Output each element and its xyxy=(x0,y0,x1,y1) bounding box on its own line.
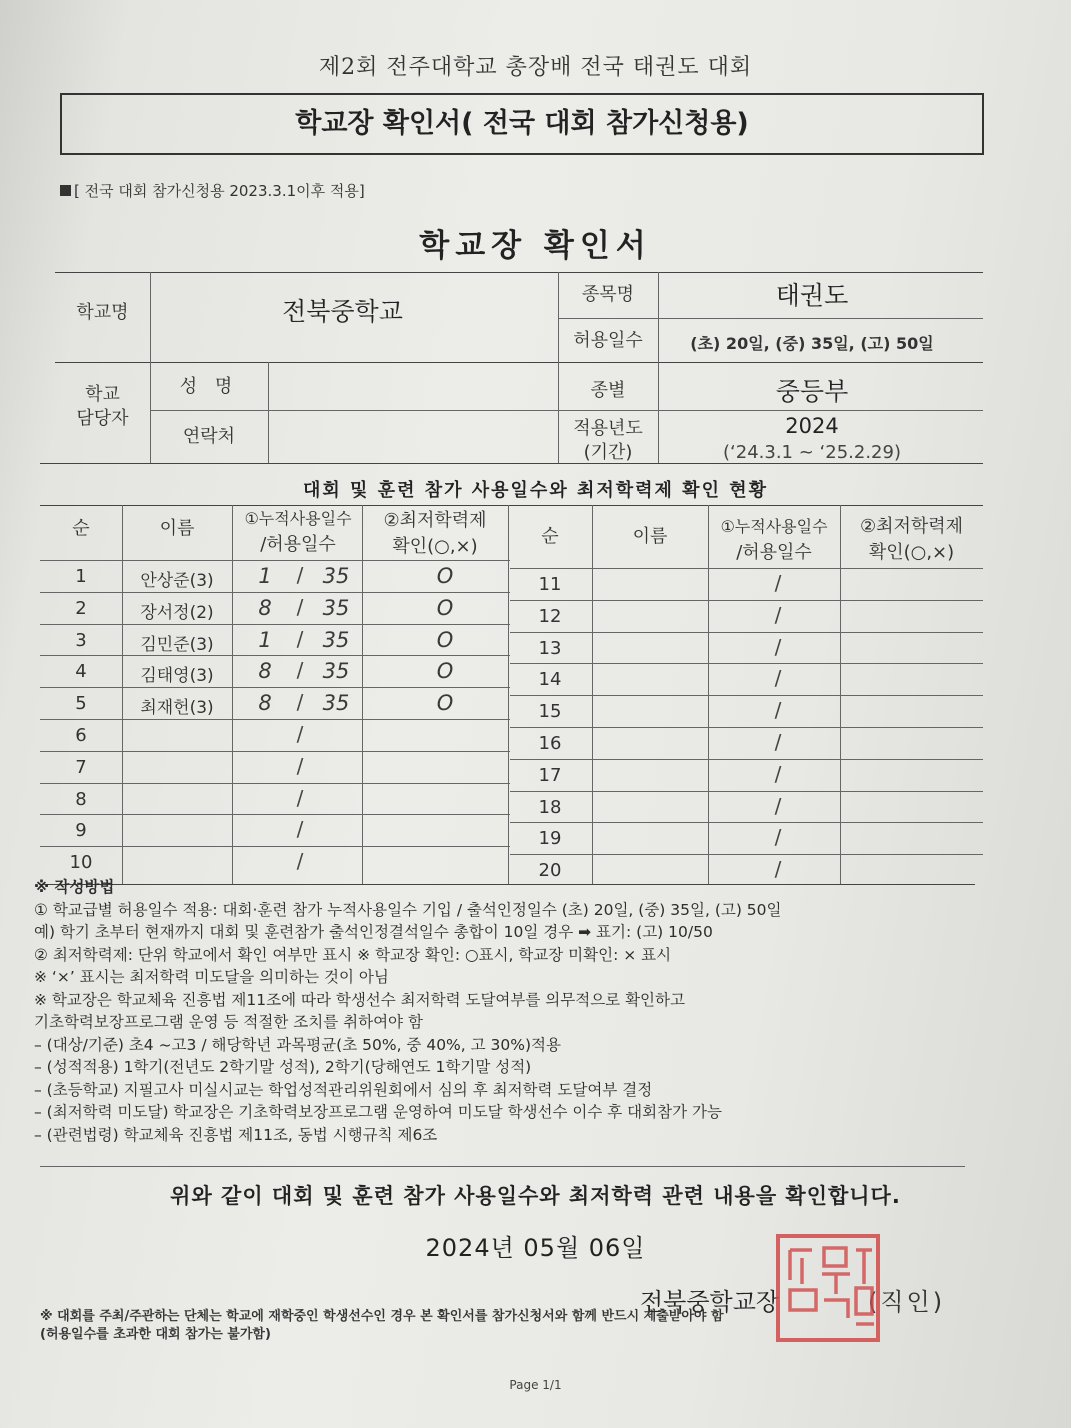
applicability-note xyxy=(60,180,365,201)
footnote-line-1: ※ 대회를 주최/주관하는 단체는 학교에 재학중인 학생선수인 경우 본 확인서를 참가신청서와 함께 반드시 제출받아야 함 xyxy=(40,1309,724,1324)
days-slash: / xyxy=(774,730,782,754)
row-divider xyxy=(510,854,983,855)
days-slash: / xyxy=(296,690,304,715)
academic-check: O xyxy=(436,595,454,620)
row-divider xyxy=(510,600,983,601)
row-divider xyxy=(40,751,510,752)
school-name-label: 학교명 xyxy=(76,302,129,323)
sport-value: 태권도 xyxy=(775,281,849,310)
days-slash: / xyxy=(296,563,304,587)
footnote-line-2: (허용일수를 초과한 대회 참가는 불가함) xyxy=(40,1327,271,1342)
row-number: 16 xyxy=(538,733,562,754)
allowed-days: 35 xyxy=(322,595,350,620)
row-divider xyxy=(40,687,510,688)
days-slash: / xyxy=(296,626,304,651)
allowed-days-value: (초) 20일, (중) 35일, (고) 50일 xyxy=(690,334,934,353)
row-divider xyxy=(40,655,510,656)
issue-date: 2024년 05월 06일 xyxy=(425,1234,646,1262)
days-slash: / xyxy=(296,658,304,683)
row-divider xyxy=(40,846,510,847)
row-number: 3 xyxy=(75,629,87,651)
days-slash: / xyxy=(774,602,782,627)
header-check-sub-left: 확인(○,×) xyxy=(392,536,478,557)
used-days: 8 xyxy=(258,595,272,620)
row-divider xyxy=(510,759,983,760)
year-value: 2024 xyxy=(785,414,839,438)
row-number: 9 xyxy=(75,820,87,842)
row-divider xyxy=(510,791,983,792)
footnote xyxy=(40,1308,724,1344)
academic-check: O xyxy=(436,564,454,588)
allowed-days: 35 xyxy=(322,627,350,652)
row-divider xyxy=(40,814,510,815)
row-number: 5 xyxy=(75,693,87,715)
seal-label: (직인) xyxy=(868,1288,946,1316)
row-divider xyxy=(510,663,983,664)
allowed-days: 35 xyxy=(322,659,350,684)
header-days-left: ①누적사용일수 xyxy=(244,509,352,528)
row-number: 4 xyxy=(75,661,87,683)
row-number: 12 xyxy=(538,605,562,627)
principal-signature: 전북중학교장 xyxy=(640,1288,780,1316)
instruction-line: ※ 학교장은 학교체육 진흥법 제11조에 따라 학생선수 최저학력 도달여부를 의무적으로 확인하고 xyxy=(34,990,685,1009)
event-title: 제2회 전주대학교 총장배 전국 태권도 대회 xyxy=(318,55,753,80)
period-label: (기간) xyxy=(583,442,633,463)
school-manager-label: 학교 담당자 xyxy=(76,384,129,429)
row-number: 18 xyxy=(538,796,562,818)
year-label: 적용년도 xyxy=(573,418,643,439)
instruction-line: – (대상/기준) 초4 ~고3 / 해당학년 과목평균(초 50%, 중 40%, 고 30%)적용 xyxy=(34,1035,561,1054)
instruction-line: – (관련법령) 학교체육 진흥법 제11조, 동법 시행규칙 제6조 xyxy=(34,1125,438,1144)
row-divider xyxy=(510,695,983,696)
used-days: 8 xyxy=(258,691,272,716)
athlete-name: 장서정(2) xyxy=(140,602,214,623)
allowed-days-label: 허용일수 xyxy=(573,330,643,351)
row-number: 15 xyxy=(538,701,562,723)
row-number: 8 xyxy=(75,788,87,810)
days-slash: / xyxy=(774,793,782,818)
form-title-box: 학교장 확인서( 전국 대회 참가신청용) xyxy=(60,93,984,155)
instruction-line: ※ ‘×’ 표시는 최저학력 미도달을 의미하는 것이 아님 xyxy=(34,968,389,986)
header-check-sub-right: 확인(○,×) xyxy=(868,542,955,563)
used-days: 1 xyxy=(258,564,272,588)
used-days: 8 xyxy=(258,659,272,684)
header-allowed-right: /허용일수 xyxy=(736,542,812,563)
used-days: 1 xyxy=(258,627,272,652)
days-slash: / xyxy=(296,753,304,778)
header-check-left: ②최저학력제 xyxy=(383,510,487,531)
instruction-line: 예) 학기 초부터 현재까지 대회 및 훈련참가 출석인정결석일수 총합이 10일 경우 ➡ 표기: (고) 10/50 xyxy=(34,923,713,941)
row-number: 17 xyxy=(538,764,562,786)
row-number: 2 xyxy=(75,597,87,619)
days-slash: / xyxy=(774,857,782,882)
days-slash: / xyxy=(296,594,304,619)
row-number: 7 xyxy=(75,756,87,778)
row-number: 10 xyxy=(69,852,93,874)
square-bullet-icon xyxy=(60,185,71,196)
athlete-name: 안상준(3) xyxy=(140,571,214,591)
academic-check: O xyxy=(436,627,454,652)
days-slash: / xyxy=(774,825,782,850)
manager-contact-label: 연락처 xyxy=(182,426,236,447)
row-number: 19 xyxy=(538,828,562,850)
official-seal-icon xyxy=(772,1228,886,1348)
header-name-right: 이름 xyxy=(632,526,668,547)
header-days-right: ①누적사용일수 xyxy=(720,517,828,536)
school-name-value: 전북중학교 xyxy=(282,297,403,326)
row-divider xyxy=(510,632,983,633)
days-slash: / xyxy=(774,698,782,723)
instruction-line: – (성적적용) 1학기(전년도 2학기말 성적), 2학기(당해연도 1학기말 성적) xyxy=(34,1058,532,1076)
header-name-left: 이름 xyxy=(159,518,195,539)
sport-label: 종목명 xyxy=(581,284,635,305)
division-label: 종별 xyxy=(590,380,626,401)
athlete-name: 김민준(3) xyxy=(140,634,214,655)
row-number: 11 xyxy=(538,574,562,595)
allowed-days: 35 xyxy=(322,564,350,588)
instruction-line: – (초등학교) 지필고사 미실시교는 학업성적관리위원회에서 심의 후 최저학력 도달여부 결정 xyxy=(34,1080,653,1099)
header-check-right: ②최저학력제 xyxy=(859,516,964,537)
instruction-line: ② 최저학력제: 단위 학교에서 확인 여부만 표시 ※ 학교장 확인: ○표시, 학교장 미확인: × 표시 xyxy=(34,945,672,964)
days-slash: / xyxy=(774,666,782,691)
header-no-right: 순 xyxy=(541,526,559,547)
instruction-line: 기초학력보장프로그램 운영 등 적절한 조치를 취하여야 함 xyxy=(34,1013,423,1031)
division-value: 중등부 xyxy=(775,377,849,406)
days-slash: / xyxy=(296,817,304,842)
days-slash: / xyxy=(774,761,782,786)
row-divider xyxy=(40,719,510,720)
main-title: 학교장 확인서 xyxy=(419,228,652,264)
confirmation-statement: 위와 같이 대회 및 훈련 참가 사용일수와 최저학력 관련 내용을 확인합니다. xyxy=(170,1184,901,1208)
academic-check: O xyxy=(436,659,454,684)
page-number: Page 1/1 xyxy=(509,1378,562,1392)
row-divider xyxy=(40,783,510,784)
instructions-heading: ※ 작성방법 xyxy=(34,878,115,896)
row-divider xyxy=(40,624,510,625)
row-divider xyxy=(40,592,510,593)
days-slash: / xyxy=(774,634,782,659)
row-number: 20 xyxy=(538,860,562,882)
instruction-line: – (최저학력 미도달) 학교장은 기초학력보장프로그램 운영하여 미도달 학생선수 이수 후 대회참가 가능 xyxy=(34,1103,722,1121)
instructions xyxy=(34,876,994,1146)
academic-check: O xyxy=(436,691,454,716)
row-number: 14 xyxy=(538,669,562,691)
manager-name-label: 성 명 xyxy=(179,376,239,397)
athlete-name: 최재헌(3) xyxy=(140,698,214,719)
days-slash: / xyxy=(774,571,782,595)
header-allowed-left: /허용일수 xyxy=(260,534,336,555)
row-divider xyxy=(510,822,983,823)
days-slash: / xyxy=(296,722,304,746)
row-number: 1 xyxy=(75,566,87,587)
row-divider xyxy=(510,727,983,728)
applicability-note-text: [ 전국 대회 참가신청용 2023.3.1이후 적용] xyxy=(74,182,365,200)
header-no-left: 순 xyxy=(72,518,90,539)
allowed-days: 35 xyxy=(322,691,350,716)
section-title: 대회 및 훈련 참가 사용일수와 최저학력제 확인 현황 xyxy=(302,480,768,501)
row-number: 6 xyxy=(75,725,87,746)
row-number: 13 xyxy=(538,637,562,659)
athlete-name: 김태영(3) xyxy=(140,666,214,687)
days-slash: / xyxy=(296,785,304,810)
period-value: (‘24.3.1 ~ ‘25.2.29) xyxy=(723,442,901,463)
days-slash: / xyxy=(296,849,304,874)
instruction-line: ① 학교급별 허용일수 적용: 대회·훈련 참가 누적사용일수 기입 / 출석인정일수 (초) 20일, (중) 35일, (고) 50일 xyxy=(34,900,782,919)
